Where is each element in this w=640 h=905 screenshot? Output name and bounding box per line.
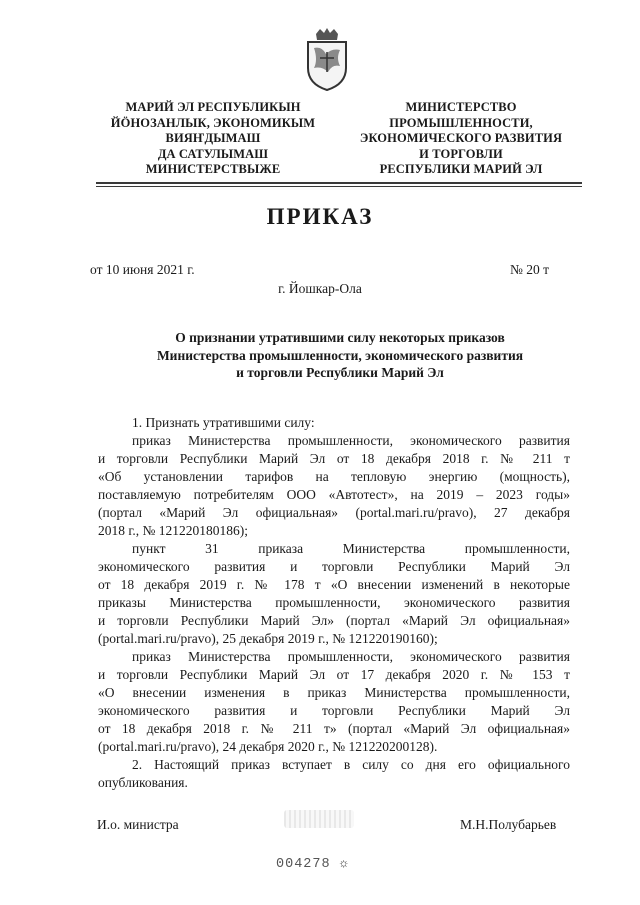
header-right-line: И ТОРГОВЛИ (419, 146, 503, 161)
coat-of-arms-icon (302, 28, 352, 92)
signatory-position: И.о. министра (97, 817, 179, 832)
body-line: экономического развития и торговли Республики Марий Эл (98, 703, 570, 718)
body-line: приказ Министерства промышленности, экономического развития (132, 433, 570, 448)
subject-line: Министерства промышленности, экономического развития (156, 347, 524, 363)
body-line: пункт 31 приказа Министерства промышленности, (132, 541, 570, 556)
header-left-line: МИНИСТЕРСТВЫЖЕ (145, 162, 281, 176)
body-line: 1. Признать утратившими силу: (132, 415, 315, 430)
header-left-line: ЙÖНОЗАНЛЫК, ЭКОНОМИКЫМ (110, 115, 316, 130)
body-line: от 18 декабря 2018 г. № 211 т» (портал «Марий Эл официальная» (98, 721, 570, 736)
body-line: и торговли Республики Марий Эл от 18 декабря 2018 г. № 211 т (98, 451, 570, 466)
header-right-line: РЕСПУБЛИКИ МАРИЙ ЭЛ (379, 162, 543, 176)
header-left-line: ВИЯҤДЫМАШ (165, 131, 261, 145)
document-title: ПРИКАЗ (266, 204, 374, 229)
header-right-block (345, 100, 577, 178)
body-line: приказы Министерства промышленности, экономического развития (98, 595, 570, 610)
body-line: (portal.mari.ru/pravo), 24 декабря 2020 г., № 121220200128). (98, 739, 438, 754)
order-subject (100, 329, 580, 382)
subject-line: и торговли Республики Марий Эл (236, 365, 444, 380)
body-line: экономического развития и торговли Республики Марий Эл (98, 559, 570, 574)
header-right-line: ЭКОНОМИЧЕСКОГО РАЗВИТИЯ (359, 131, 563, 145)
body-line: «Об установлении тарифов на тепловую энергию (мощность), (98, 469, 570, 484)
subject-line: О признании утратившими силу некоторых приказов (175, 330, 505, 345)
signatory-name: М.Н.Полубарьев (460, 817, 557, 832)
serial-number: 004278 ☼ (276, 857, 349, 872)
body-line: (portal.mari.ru/pravo), 25 декабря 2019 г., № 121220190160); (98, 631, 438, 646)
signature-mark (284, 810, 354, 828)
body-line: поставляемую потребителям ООО «Автотест», на 2019 – 2023 годы» (98, 487, 570, 502)
body-line: и торговли Республики Марий Эл» (портал «Марий Эл официальная» (98, 613, 570, 628)
body-line: опубликования. (98, 775, 188, 790)
header-left-line: МАРИЙ ЭЛ РЕСПУБЛИКЫН (125, 100, 301, 114)
header-right-line: МИНИСТЕРСТВО (405, 100, 517, 114)
order-number: № 20 т (510, 262, 550, 277)
header-divider-thin (96, 186, 582, 187)
order-city: г. Йошкар-Ола (278, 281, 362, 296)
body-line: (портал «Марий Эл официальная» (portal.mari.ru/pravo), 27 декабря (98, 505, 570, 520)
body-line: «О внесении изменения в приказ Министерства промышленности, (98, 685, 570, 700)
header-left-line: ДА САТУЛЫМАШ (157, 146, 269, 161)
order-date: от 10 июня 2021 г. (90, 262, 195, 277)
header-left-block (98, 100, 328, 178)
body-line: приказ Министерства промышленности, экономического развития (132, 649, 570, 664)
header-divider (96, 182, 582, 184)
body-line: 2. Настоящий приказ вступает в силу со дня его официального (132, 757, 570, 772)
order-body (98, 414, 570, 792)
header-right-line: ПРОМЫШЛЕННОСТИ, (389, 115, 533, 130)
body-line: и торговли Республики Марий Эл от 17 декабря 2020 г. № 153 т (98, 667, 570, 682)
body-line: от 18 декабря 2019 г. № 178 т «О внесении изменений в некоторые (98, 577, 570, 592)
body-line: 2018 г., № 121220180186); (98, 523, 249, 538)
